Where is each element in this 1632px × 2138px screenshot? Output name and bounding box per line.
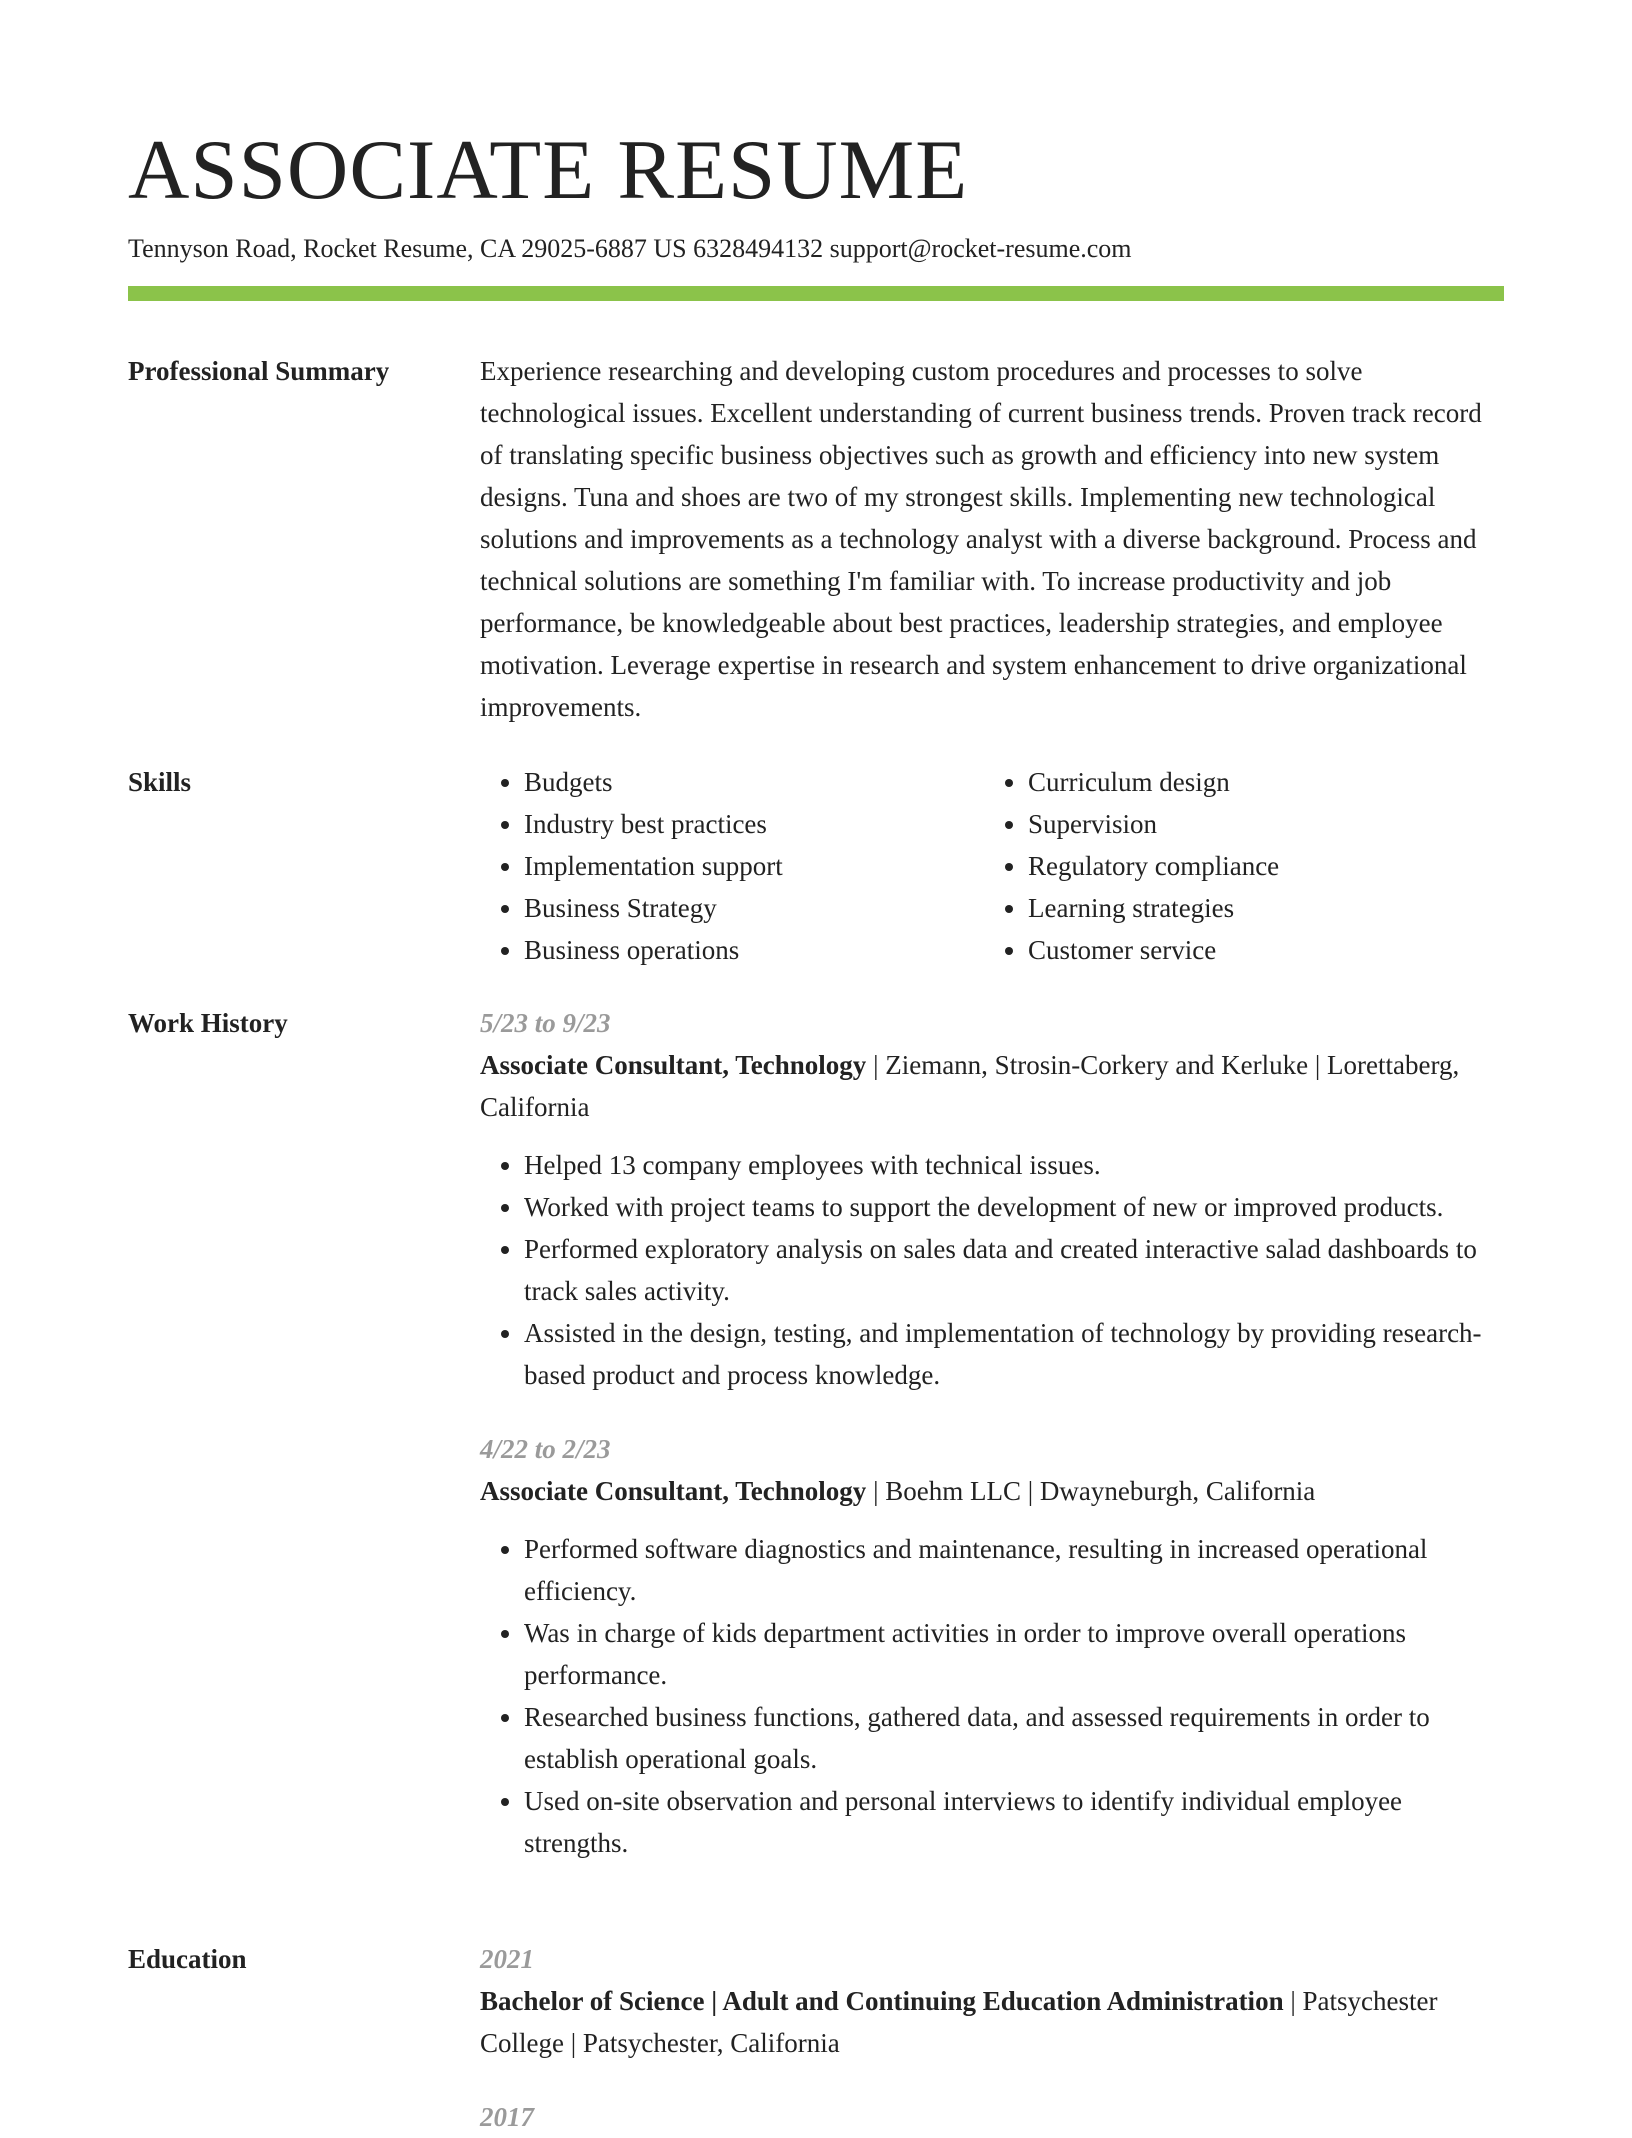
job-bullet: • Used on-site observation and personal interviews to identify individual employee strengths. bbox=[524, 1780, 1504, 1864]
contact-line: Tennyson Road, Rocket Resume, CA 29025-6887 US 6328494132 support@rocket-resume.com bbox=[128, 234, 1132, 263]
degree-title: Bachelor of Science | Adult and Continuing Education Administration bbox=[480, 1986, 1284, 2016]
job-bullet: • Researched business functions, gathered data, and assessed requirements in order to establish operational goals. bbox=[524, 1696, 1504, 1780]
skill-item: • Learning strategies bbox=[1028, 887, 1488, 929]
accent-divider bbox=[128, 286, 1504, 301]
education-entry bbox=[480, 1938, 1504, 2064]
work-history-heading: Work History bbox=[128, 1008, 288, 1038]
job-bullets bbox=[480, 1144, 1504, 1396]
job-title: Associate Consultant, Technology bbox=[480, 1476, 867, 1506]
job-heading bbox=[480, 1470, 1504, 1512]
job-bullet: • Assisted in the design, testing, and implementation of technology by providing research-based product and process knowledge. bbox=[524, 1312, 1504, 1396]
job-bullets bbox=[480, 1528, 1504, 1864]
job-bullet: • Helped 13 company employees with technical issues. bbox=[524, 1144, 1504, 1186]
summary-text: Experience researching and developing custom procedures and processes to solve technological issues. Excellent understanding of current business trends. Proven track record of translating specific business objectives such as growth and efficiency into new system designs. Tuna and shoes are two of my strongest skills. Implementing new technological solutions and improvements as a technology analyst with a diverse background. Process and technical solutions are something I'm familiar with. To increase productivity and job performance, be knowledgeable about best practices, leadership strategies, and employee motivation. Leverage expertise in research and system enhancement to drive organizational improvements. bbox=[480, 356, 1482, 722]
resume-title: ASSOCIATE RESUME bbox=[128, 123, 969, 217]
job-entry bbox=[480, 1002, 1504, 1396]
skill-item: • Industry best practices bbox=[524, 803, 984, 845]
job-bullet: • Was in charge of kids department activities in order to improve overall operations performance. bbox=[524, 1612, 1504, 1696]
job-bullet: • Worked with project teams to support the development of new or improved products. bbox=[524, 1186, 1504, 1228]
job-employer-location: | Ziemann, Strosin-Corkery and Kerluke | Lorettaberg, California bbox=[480, 1050, 1460, 1122]
skills-list-left bbox=[480, 761, 984, 971]
skill-item: • Implementation support bbox=[524, 845, 984, 887]
job-bullet: • Performed software diagnostics and maintenance, resulting in increased operational efficiency. bbox=[524, 1528, 1504, 1612]
skill-item: • Budgets bbox=[524, 761, 984, 803]
skill-item: • Regulatory compliance bbox=[1028, 845, 1488, 887]
education-heading: Education bbox=[128, 1944, 247, 1974]
job-heading bbox=[480, 1044, 1504, 1128]
skill-item: • Customer service bbox=[1028, 929, 1488, 971]
job-employer-location: | Boehm LLC | Dwayneburgh, California bbox=[866, 1476, 1316, 1506]
job-title: Associate Consultant, Technology bbox=[480, 1050, 867, 1080]
job-bullet: • Performed exploratory analysis on sales data and created interactive salad dashboards to track sales activity. bbox=[524, 1228, 1504, 1312]
job-dates: 4/22 to 2/23 bbox=[480, 1434, 611, 1464]
education-heading-line bbox=[480, 1980, 1504, 2064]
skill-item: • Business operations bbox=[524, 929, 984, 971]
education-entry bbox=[480, 2096, 1504, 2138]
job-entry bbox=[480, 1428, 1504, 1864]
skill-item: • Curriculum design bbox=[1028, 761, 1488, 803]
skills-heading: Skills bbox=[128, 767, 192, 797]
education-year: 2017 bbox=[480, 2102, 534, 2132]
job-dates: 5/23 to 9/23 bbox=[480, 1008, 611, 1038]
skill-item: • Business Strategy bbox=[524, 887, 984, 929]
school-location: | Patsychester College | Patsychester, California bbox=[480, 1986, 1438, 2058]
summary-heading: Professional Summary bbox=[128, 356, 390, 386]
skills-list-right bbox=[984, 761, 1488, 971]
education-year: 2021 bbox=[480, 1944, 534, 1974]
skill-item: • Supervision bbox=[1028, 803, 1488, 845]
